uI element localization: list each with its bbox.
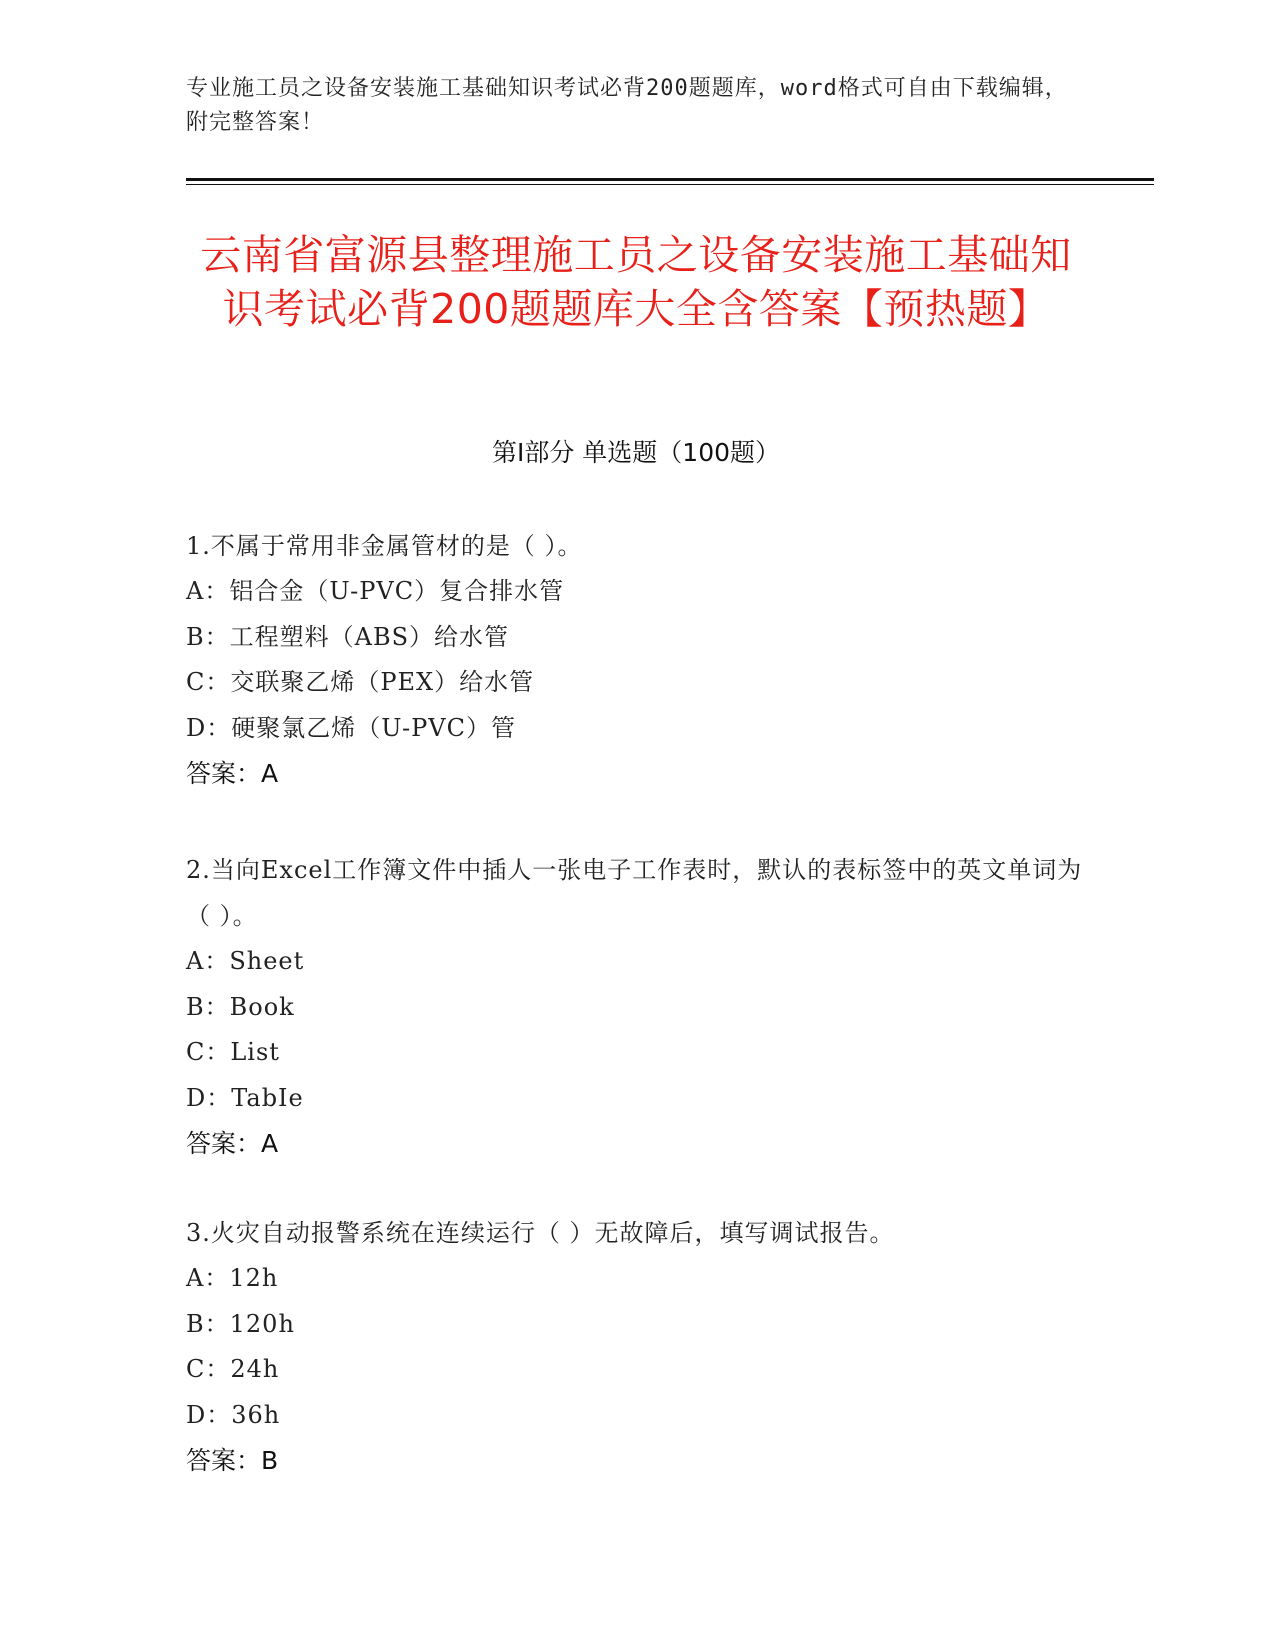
question-stem: 3.火灾自动报警系统在连续运行（ ）无故障后，填写调试报告。: [186, 1219, 895, 1247]
question-stem: 2.当向Excel工作簿文件中插人一张电子工作表时，默认的表标签中的英文单词为（ ）。: [186, 856, 1083, 930]
document-title: 云南省富源县整理施工员之设备安装施工基础知识考试必背200题题库大全含答案【预热题】: [200, 231, 1072, 333]
answer: 答案：A: [186, 759, 279, 788]
header-divider-thick: [186, 178, 1154, 181]
question-2: [186, 847, 1086, 1166]
question-1: [186, 523, 1086, 796]
header-divider-thin: [186, 184, 1154, 185]
section-title: 第Ⅰ部分 单选题（100题）: [491, 438, 781, 467]
option-c: C：24h: [186, 1355, 280, 1383]
option-d: D：TabIe: [186, 1083, 304, 1112]
option-a: A：Sheet: [186, 947, 305, 975]
answer: 答案：A: [186, 1129, 279, 1158]
option-b: B：工程塑料（ABS）给水管: [186, 622, 510, 651]
option-d: D：硬聚氯乙烯（U-PVC）管: [186, 713, 516, 742]
answer: 答案：B: [186, 1446, 279, 1475]
header-note: 专业施工员之设备安装施工基础知识考试必背200题题库，word格式可自由下载编辑，附完整答案！: [186, 76, 1068, 135]
question-3: [186, 1210, 1086, 1483]
option-b: B：120h: [186, 1309, 295, 1338]
option-a: A：铝合金（U-PVC）复合排水管: [186, 577, 565, 605]
option-b: B：Book: [186, 992, 295, 1021]
option-d: D：36h: [186, 1400, 281, 1429]
option-a: A：12h: [186, 1264, 279, 1292]
option-c: C：List: [186, 1038, 280, 1066]
option-c: C：交联聚乙烯（PEX）给水管: [186, 668, 535, 696]
question-stem: 1.不属于常用非金属管材的是（ ）。: [186, 532, 583, 560]
